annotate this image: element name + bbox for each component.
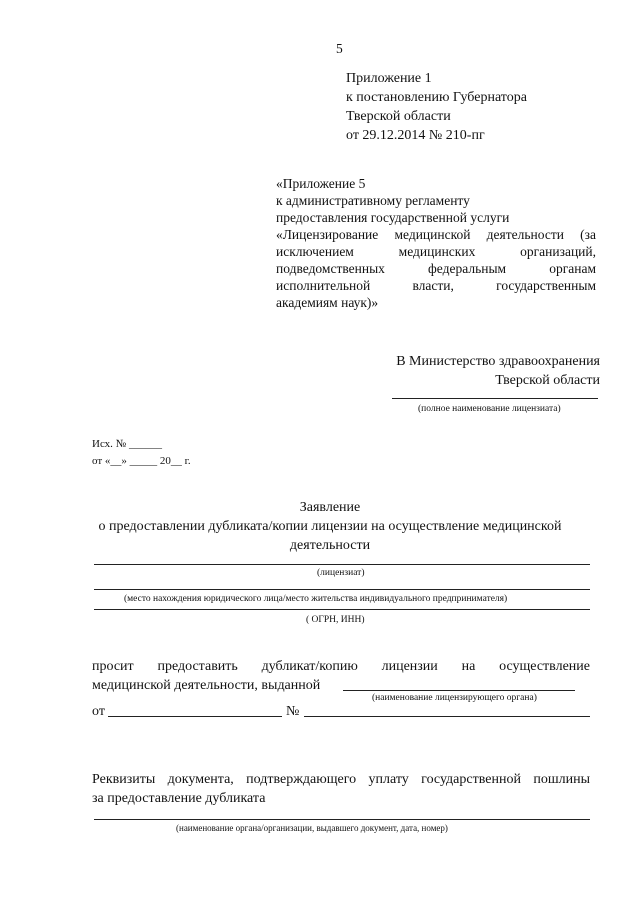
appendix-1-line: Тверской области xyxy=(346,109,451,124)
licensee-name-caption: (полное наименование лицензиата) xyxy=(418,404,561,414)
page-number: 5 xyxy=(336,41,343,56)
appendix-5-line: «Приложение 5 xyxy=(276,176,366,191)
ogrn-caption: ( ОГРН, ИНН) xyxy=(306,615,365,625)
addressee-region: Тверской области xyxy=(495,373,600,388)
request-line-1: просит предоставить дубликат/копию лицензии на осуществление xyxy=(92,659,590,674)
appendix-5-line: исполнительной власти, государственным xyxy=(276,278,596,293)
appendix-5-line: к административному регламенту xyxy=(276,193,470,208)
appendix-1-line: от 29.12.2014 № 210-пг xyxy=(346,128,485,143)
from-label: от xyxy=(92,704,105,719)
appendix-1-line: Приложение 1 xyxy=(346,71,432,86)
license-number-line xyxy=(304,716,590,717)
statement-subtitle-2: деятельности xyxy=(289,538,371,553)
appendix-5-line: исключением медицинских организаций, xyxy=(276,244,596,259)
appendix-5-block xyxy=(276,175,596,311)
addressee xyxy=(396,352,600,390)
licensee-caption: (лицензиат) xyxy=(317,568,365,578)
appendix-1-line: к постановлению Губернатора xyxy=(346,90,527,105)
ogrn-line xyxy=(94,609,590,610)
location-caption: (место нахождения юридического лица/место жительства индивидуального предпринимателя) xyxy=(124,594,508,604)
licensing-authority-line xyxy=(343,690,575,691)
licensee-line xyxy=(94,564,590,565)
outgoing-number xyxy=(92,437,162,451)
appendix-1-block xyxy=(346,69,606,145)
outgoing-number-value: ______ xyxy=(128,438,162,450)
appendix-5-line: предоставления государственной услуги xyxy=(276,210,510,225)
payment-document-line xyxy=(94,819,590,820)
issue-date-line xyxy=(108,716,282,717)
addressee-ministry: В Министерство здравоохранения xyxy=(396,354,600,369)
licensing-authority-caption: (наименование лицензирующего органа) xyxy=(372,693,537,703)
payment-document-caption: (наименование органа/организации, выдавшего документ, дата, номер) xyxy=(176,823,448,833)
appendix-5-line: подведомственных федеральным органам xyxy=(276,261,596,276)
statement-title: Заявление xyxy=(299,500,361,515)
payment-line-1: Реквизиты документа, подтверждающего уплату государственной пошлины xyxy=(92,772,590,787)
location-line xyxy=(94,589,590,590)
outgoing-date: от «__» _____ 20__ г. xyxy=(92,455,191,467)
licensee-name-line xyxy=(392,398,598,399)
statement-subtitle-1: о предоставлении дубликата/копии лицензии на осуществление медицинской xyxy=(98,519,562,534)
license-number-label: № xyxy=(286,704,300,719)
outgoing-number-label: Исх. № xyxy=(92,438,127,450)
appendix-5-line: академиям наук)» xyxy=(276,295,379,310)
request-line-2: медицинской деятельности, выданной xyxy=(92,678,321,693)
payment-line-2: за предоставление дубликата xyxy=(92,791,266,806)
appendix-5-line: «Лицензирование медицинской деятельности (за xyxy=(276,227,596,242)
